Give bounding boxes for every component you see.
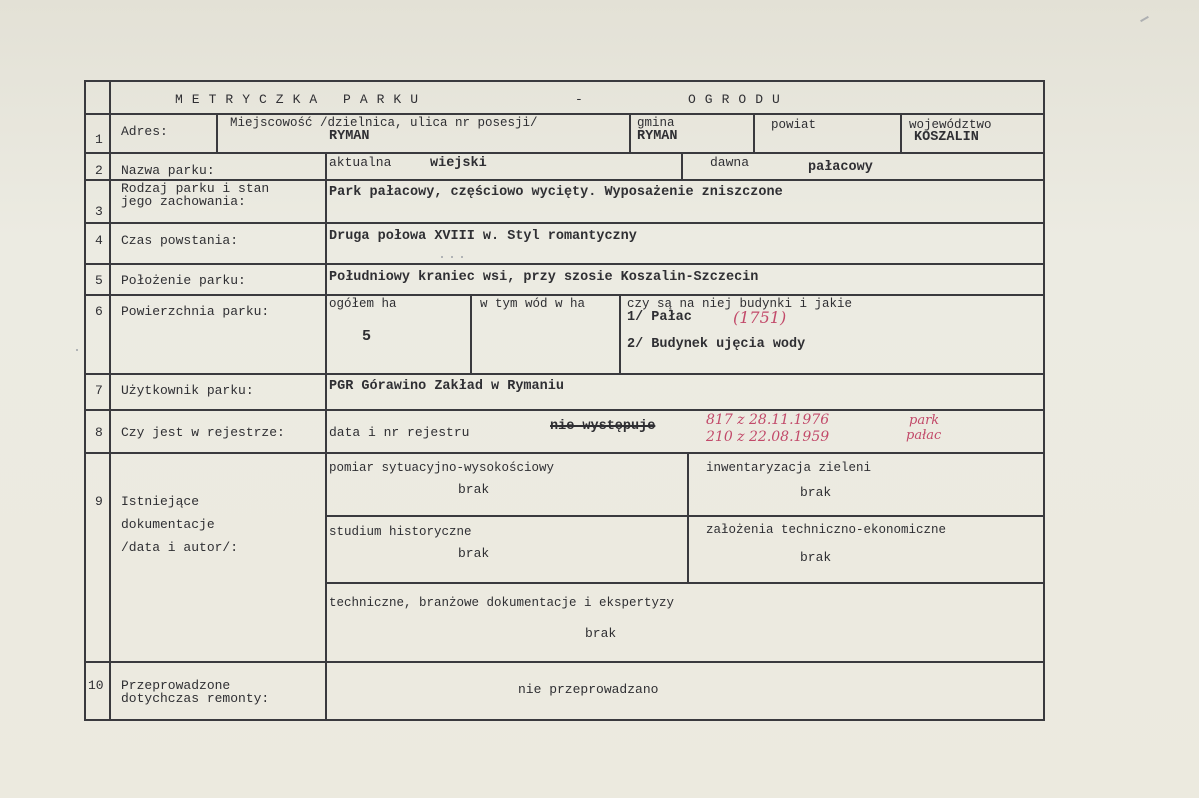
form-title: METRYCZKA PARKU: [175, 92, 428, 107]
historical-study-label: studium historyczne: [329, 525, 472, 539]
street-label: Miejscowość /dzielnica, ulica nr posesji/: [230, 116, 538, 130]
documentation-label-3: /data i autor/:: [121, 540, 239, 555]
survey-value: brak: [458, 482, 490, 497]
renovations-label: Przeprowadzone: [121, 678, 231, 693]
row-divider: [84, 373, 1045, 375]
row-number: 5: [95, 273, 103, 288]
park-type-label: Rodzaj parku i stan: [121, 181, 270, 196]
renovations-value: nie przeprowadzano: [518, 682, 659, 697]
row-divider: [84, 263, 1045, 265]
former-name-label: dawna: [710, 155, 750, 170]
row-number: 3: [95, 204, 103, 219]
column-divider: [753, 113, 755, 152]
park-type-label-2: jego zachowania:: [121, 194, 246, 209]
register-entry-2-note: pałac: [906, 428, 942, 443]
register-entry-1: 817 z 28.11.1976: [706, 412, 830, 428]
survey-label: pomiar sytuacyjno-wysokościowy: [329, 461, 555, 475]
gmina-label: gmina: [637, 116, 675, 130]
column-divider: [687, 452, 689, 582]
building-1: 1/ Pałac: [627, 310, 692, 325]
register-label: Czy jest w rejestrze:: [121, 425, 285, 440]
technical-docs-label: techniczne, branżowe dokumentacje i ekspertyzy: [329, 596, 675, 610]
title-dash: -: [575, 92, 583, 107]
creation-time-label: Czas powstania:: [121, 233, 239, 248]
tech-econ-label: założenia techniczno-ekonomiczne: [706, 523, 947, 537]
address-label: Adres:: [121, 124, 168, 139]
row-divider: [84, 152, 1045, 154]
register-entry-1-note: park: [909, 413, 940, 428]
park-record-form: [84, 80, 1045, 721]
row-number: 4: [95, 233, 103, 248]
park-name-label: Nazwa parku:: [121, 163, 215, 178]
gmina-value: RYMAN: [637, 129, 678, 144]
water-area-label: w tym wód w ha: [480, 297, 586, 311]
voivodeship-label: województwo: [909, 118, 992, 132]
creation-time-value: Druga połowa XVIII w. Styl romantyczny: [329, 229, 637, 244]
row-number: 9: [95, 494, 103, 509]
current-name-label: aktualna: [329, 155, 392, 170]
total-area-label: ogółem ha: [329, 297, 397, 311]
row-divider: [84, 222, 1045, 224]
location-value: Południowy kraniec wsi, przy szosie Koszalin-Szczecin: [329, 270, 759, 285]
ink-speck: [451, 256, 453, 258]
historical-study-value: brak: [458, 546, 490, 561]
building-2: 2/ Budynek ujęcia wody: [627, 337, 806, 352]
greenery-inventory-value: brak: [800, 485, 832, 500]
park-user-label: Użytkownik parku:: [121, 383, 254, 398]
voivodeship-value: KOSZALIN: [914, 130, 979, 145]
technical-docs-value: brak: [585, 626, 617, 641]
register-date-label: data i nr rejestru: [329, 425, 470, 440]
row-divider: [84, 294, 1045, 296]
former-name-value: pałacowy: [808, 160, 873, 175]
street-value: RYMAN: [329, 129, 370, 144]
current-name-value: wiejski: [430, 156, 487, 171]
total-area-value: 5: [362, 328, 372, 345]
ink-speck: [76, 349, 78, 351]
park-user-value: PGR Górawino Zakład w Rymaniu: [329, 379, 564, 394]
park-type-value: Park pałacowy, częściowo wycięty. Wyposażenie zniszczone: [329, 185, 783, 200]
form-subtitle: OGRODU: [688, 92, 789, 107]
row-number: 1: [95, 132, 103, 147]
greenery-inventory-label: inwentaryzacja zieleni: [706, 461, 872, 475]
ink-speck: [441, 256, 443, 258]
row-divider: [325, 582, 1045, 584]
row-divider: [84, 661, 1045, 663]
row-divider: [325, 515, 1045, 517]
building-1-handwritten-note: (1751): [733, 308, 787, 327]
documentation-label-2: dokumentacje: [121, 517, 215, 532]
row-number: 6: [95, 304, 103, 319]
column-divider: [629, 113, 631, 152]
column-divider: [470, 294, 472, 373]
column-divider: [216, 113, 218, 152]
register-struck-value: nie występuje: [550, 419, 656, 434]
buildings-label: czy są na niej budynki i jakie: [627, 297, 853, 311]
number-column-divider: [109, 80, 111, 721]
location-label: Położenie parku:: [121, 273, 246, 288]
register-entry-2: 210 z 22.08.1959: [706, 429, 830, 445]
row-divider: [84, 409, 1045, 411]
column-divider: [900, 113, 902, 152]
row-number: 2: [95, 163, 103, 178]
row-divider: [84, 452, 1045, 454]
row-number: 8: [95, 425, 103, 440]
tech-econ-value: brak: [800, 550, 832, 565]
row-number: 10: [88, 678, 104, 693]
ink-speck: [461, 256, 463, 258]
powiat-label: powiat: [771, 118, 817, 132]
column-divider: [681, 152, 683, 179]
area-label: Powierzchnia parku:: [121, 304, 270, 319]
label-column-divider: [325, 152, 327, 721]
documentation-label: Istniejące: [121, 494, 200, 509]
renovations-label-2: dotychczas remonty:: [121, 691, 270, 706]
column-divider: [619, 294, 621, 373]
row-number: 7: [95, 383, 103, 398]
